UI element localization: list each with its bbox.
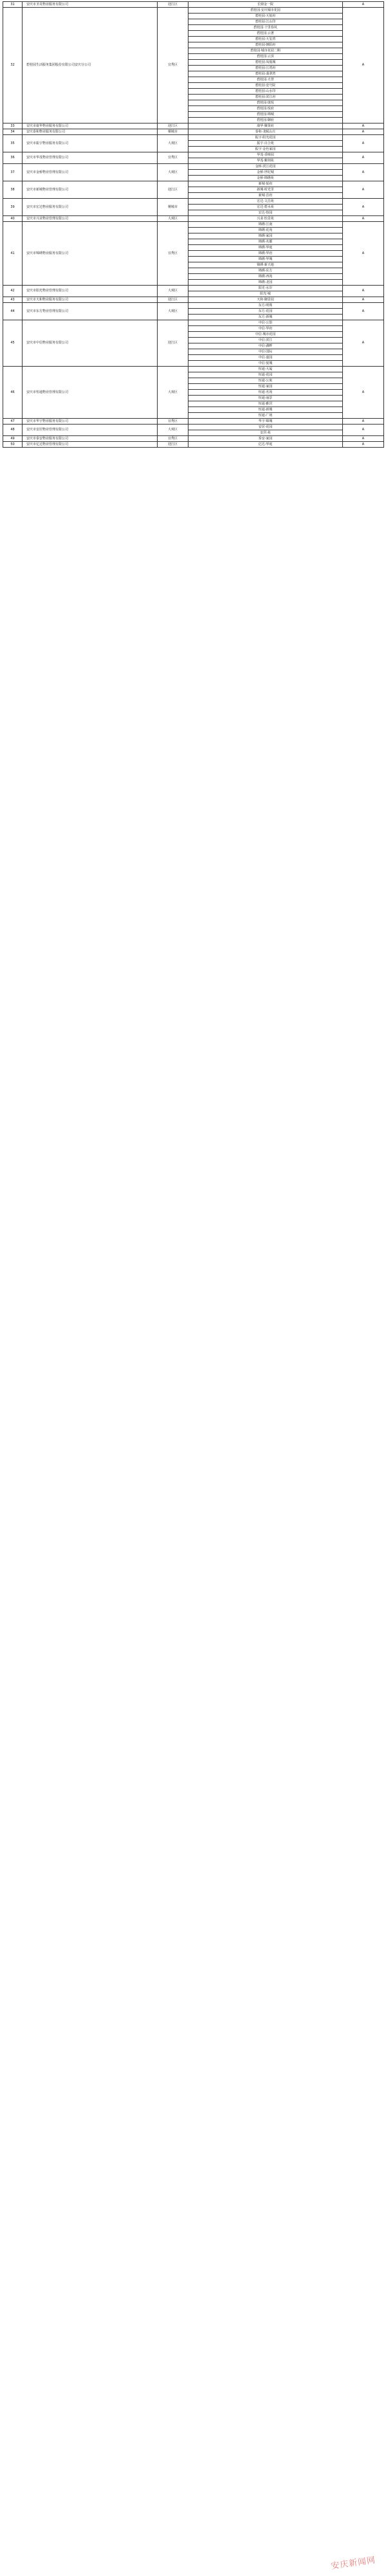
grade: A (343, 222, 384, 286)
grade: A (343, 152, 384, 164)
grade: A (343, 199, 384, 216)
project-name: 康华·聚贤府 (188, 123, 343, 129)
table-row (3, 222, 384, 228)
table-row (3, 199, 384, 205)
project-name: 碧桂园·天悦府 (188, 14, 343, 19)
data-sheet (3, 1, 383, 448)
company-name: 安庆市新城物业管理有限公司 (23, 181, 158, 199)
project-name: 中信·滨江 (188, 338, 343, 343)
grade: A (343, 181, 384, 199)
row-number: 50 (3, 442, 23, 448)
project-name: 天和·御景园 (188, 297, 343, 303)
row-number: 42 (3, 286, 23, 297)
project-name: 安居·花园 (188, 425, 343, 430)
project-name: 碧桂园·山水印 (188, 89, 343, 95)
project-name: 碧桂园·翡翠湾 (188, 71, 343, 77)
company-name: 安庆市华茂物业管理有限公司 (23, 152, 158, 164)
district: 桐城市 (158, 129, 188, 135)
district: 大观区 (158, 164, 188, 181)
grade: A (343, 216, 384, 222)
table-row (3, 181, 384, 187)
company-name: 安庆泰和物业服务有限公司 (23, 129, 158, 135)
project-name: 锦绣·家园 (188, 233, 343, 239)
row-number: 38 (3, 181, 23, 199)
company-name: 安庆市宏达物业服务有限公司 (23, 199, 158, 216)
project-name: 东方·新城 (188, 315, 343, 320)
project-name: 东方·明珠 (188, 303, 343, 309)
row-number: 40 (3, 216, 23, 222)
district: 桐城市 (158, 199, 188, 216)
project-name: 碧桂园·壹号院 (188, 83, 343, 89)
project-name: 碧桂园·悦府 (188, 106, 343, 112)
project-name: 碧桂园·江湾府 (188, 66, 343, 71)
grade: A (343, 2, 384, 8)
project-name: 金桥·锦绣苑 (188, 176, 343, 181)
project-name: 碧桂园·天玺湾 (188, 37, 343, 42)
district: 迎江区 (158, 123, 188, 129)
district: 宜秀区 (158, 222, 188, 286)
district: 宜秀区 (158, 8, 188, 123)
project-name: 恒通·公寓 (188, 378, 343, 384)
row-number: 35 (3, 135, 23, 152)
company-name: 安庆市东方物业管理有限公司 (23, 303, 158, 320)
company-name: 碧桂园生活服务集团股份有限公司安庆分公司 (23, 8, 158, 123)
project-name: 安居·苑 (188, 430, 343, 436)
district: 迎江区 (158, 181, 188, 199)
row-number: 34 (3, 129, 23, 135)
project-name: 碧桂园·城市花园二期 (188, 48, 343, 54)
table-body (3, 2, 384, 448)
project-name: 碧桂园·云顶 (188, 54, 343, 60)
project-name: 恒通·名苑 (188, 390, 343, 396)
project-name: 华茂·紫荆苑 (188, 158, 343, 164)
table-row (3, 297, 384, 303)
project-name: 碧桂园·云著 (188, 31, 343, 37)
company-name: 安庆市亿达物业管理有限公司 (23, 442, 158, 448)
district: 宜秀区 (158, 419, 188, 425)
grade: A (343, 419, 384, 425)
district: 迎江区 (158, 442, 188, 448)
project-name: 锦绣·东方 (188, 268, 343, 274)
table-row (3, 320, 384, 326)
project-name: 恒通·花园 (188, 372, 343, 378)
grade: A (343, 303, 384, 320)
project-name: 宏达·怡园 (188, 210, 343, 216)
table-row (3, 135, 384, 141)
row-number: 37 (3, 164, 23, 181)
company-name: 安庆市华宇物业服务有限公司 (23, 419, 158, 425)
project-name: 金桥·世纪城 (188, 170, 343, 176)
table-row (3, 2, 384, 8)
table-row (3, 367, 384, 372)
table-row (3, 442, 384, 448)
grade: A (343, 297, 384, 303)
project-name: 恒通·丽景 (188, 396, 343, 401)
row-number: 33 (3, 123, 23, 129)
row-number: 45 (3, 320, 23, 367)
project-name: 锦绣·花苑 (188, 228, 343, 233)
row-number: 39 (3, 199, 23, 216)
project-name: 中信·国际 (188, 349, 343, 355)
project-name: 泰和·龙眠山庄 (188, 129, 343, 135)
project-name: 中信·嘉园 (188, 355, 343, 361)
table-row (3, 303, 384, 309)
project-name: 宏达·文昌苑 (188, 199, 343, 205)
table-row (3, 286, 384, 291)
company-name: 安庆市安居物业管理有限公司 (23, 425, 158, 436)
project-name: 振宇·阳光花园 (188, 135, 343, 141)
company-name: 安庆市圣昊物业服务有限公司 (23, 2, 158, 8)
project-name: 中信·湖畔 (188, 343, 343, 349)
project-name: 亿达·华庭 (188, 442, 343, 448)
project-name: 碧桂园·安庆城市花园 (188, 8, 343, 14)
grade: A (343, 129, 384, 135)
table-row (3, 123, 384, 129)
district: 大观区 (158, 425, 188, 436)
project-name: 金桥·滨江花园 (188, 164, 343, 170)
project-name: 碧桂园·朝阳府 (188, 42, 343, 48)
project-name: 恒通·家园 (188, 384, 343, 390)
project-name: 锦绣·北园 (188, 280, 343, 286)
project-name: 东方·花园 (188, 309, 343, 315)
grade: A (343, 123, 384, 129)
project-name: 中信·公馆 (188, 320, 343, 326)
project-name: 碧桂园·十里春风 (188, 25, 343, 31)
project-name: 锦绣·华城 (188, 257, 343, 262)
row-number: 31 (3, 2, 23, 8)
company-name: 安庆市天和物业服务有限公司 (23, 297, 158, 303)
table-row (3, 436, 384, 442)
grade: A (343, 367, 384, 419)
district: 大观区 (158, 367, 188, 419)
watermark-logo: 安庆新闻网 (330, 2555, 376, 2571)
company-name: 安庆市恒通物业管理有限公司 (23, 367, 158, 419)
project-name: 碧桂园·天誉 (188, 77, 343, 83)
row-number: 36 (3, 152, 23, 164)
project-name: 振宇·百合苑 (188, 141, 343, 147)
grade: A (343, 135, 384, 152)
table-row (3, 425, 384, 430)
grade: A (343, 436, 384, 442)
project-name: 恒通·雅居 (188, 401, 343, 407)
project-name: 兴业·怡景苑 (188, 216, 343, 222)
project-name: 锦绣·华庭 (188, 245, 343, 251)
grade: A (343, 8, 384, 123)
table-row (3, 419, 384, 425)
project-name: 碧桂园·滨江府 (188, 95, 343, 100)
row-number: 47 (3, 419, 23, 425)
project-name: 恒通·广场 (188, 413, 343, 419)
row-number: 41 (3, 222, 23, 286)
row-number: 48 (3, 425, 23, 436)
district: 大观区 (158, 135, 188, 152)
project-name: 锦绣·西苑 (188, 274, 343, 280)
company-name: 安庆市兴业物业管理有限公司 (23, 216, 158, 222)
company-name: 安庆市金桥物业管理有限公司 (23, 164, 158, 181)
project-name: 碧桂园·锦城 (188, 112, 343, 118)
project-name: 中信·悦城 (188, 361, 343, 367)
project-name: 恒通·大厦 (188, 367, 343, 372)
project-name: 中信·华府 (188, 326, 343, 332)
project-name: 锦绣·名都 (188, 239, 343, 245)
project-name: 新城·时光里 (188, 187, 343, 193)
district: 宜秀区 (158, 152, 188, 164)
company-name: 安庆市振宇物业服务有限公司 (23, 135, 158, 152)
district: 大观区 (158, 216, 188, 222)
property-grade-table (3, 1, 384, 448)
project-name: 阳光·水岸 (188, 286, 343, 291)
project-name: 新城·悦府 (188, 181, 343, 187)
district: 迎江区 (158, 2, 188, 8)
table-row (3, 152, 384, 158)
table-row (3, 164, 384, 170)
district: 迎江区 (158, 297, 188, 303)
project-name: 振宇·金色家园 (188, 147, 343, 152)
grade: A (343, 286, 384, 297)
project-name: 碧桂园·珑悦 (188, 100, 343, 106)
project-name: 锦绣·新天地 (188, 262, 343, 268)
project-name: 中信·城市花园 (188, 332, 343, 338)
project-name: 华宇·锦城 (188, 419, 343, 425)
grade: A (343, 320, 384, 367)
row-number: 46 (3, 367, 23, 419)
grade: A (343, 164, 384, 181)
company-name: 安庆市阳光物业管理有限公司 (23, 286, 158, 297)
company-name: 安庆市泰安物业服务有限公司 (23, 436, 158, 442)
project-name: 碧桂园·御府 (188, 118, 343, 123)
project-name: 泰安·家园 (188, 436, 343, 442)
project-name: 阳光·城 (188, 291, 343, 297)
district: 迎江区 (158, 320, 188, 367)
company-name: 安庆市锦绣物业服务有限公司 (23, 222, 158, 286)
grade: A (343, 442, 384, 448)
district: 大观区 (158, 286, 188, 297)
project-name: 恒通·新城 (188, 407, 343, 413)
table-row (3, 216, 384, 222)
project-name: 华茂·香樟园 (188, 152, 343, 158)
project-name: 新城·首府 (188, 193, 343, 199)
district: 大观区 (158, 303, 188, 320)
project-name: 宏达·碧水苑 (188, 205, 343, 210)
project-name: 碧桂园·凤凰城 (188, 60, 343, 66)
grade: A (343, 425, 384, 436)
project-name: 锦绣·华府 (188, 251, 343, 257)
table-row (3, 129, 384, 135)
row-number: 44 (3, 303, 23, 320)
project-name: 碧桂园·江山印 (188, 19, 343, 25)
row-number: 43 (3, 297, 23, 303)
row-number: 49 (3, 436, 23, 442)
district: 宜秀区 (158, 436, 188, 442)
table-row (3, 8, 384, 14)
row-number: 32 (3, 8, 23, 123)
project-name: 锦绣·江南 (188, 222, 343, 228)
company-name: 安庆市康华物业服务有限公司 (23, 123, 158, 129)
company-name: 安庆市中信物业服务有限公司 (23, 320, 158, 367)
project-name: 长鼎金一院 (188, 2, 343, 8)
